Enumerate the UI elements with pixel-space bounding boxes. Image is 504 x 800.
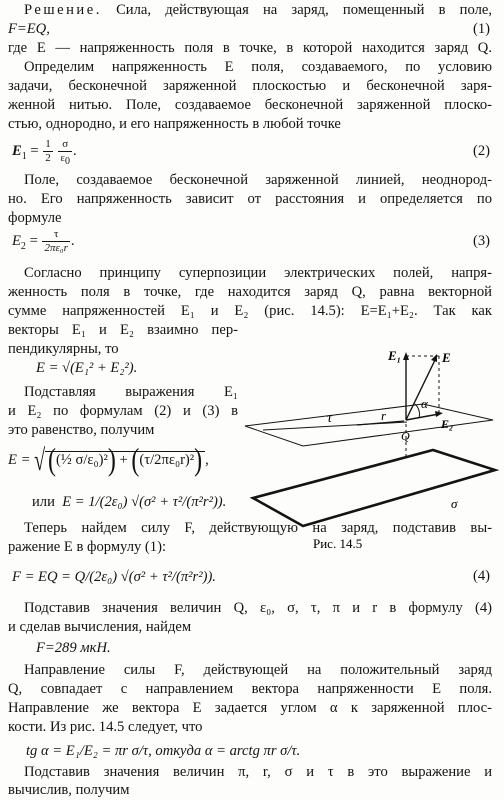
- p3-line2: но. Его напряженность зависит от расстояния и определяется по: [8, 191, 492, 207]
- p8-line3: Направление же вектора E задается углом α к заряженной плос-: [8, 700, 492, 716]
- p4-line2: женность поля в точке, где находится заряд Q, равна векторной: [8, 284, 492, 300]
- result-force: F=289 мкН.: [36, 640, 111, 656]
- p9-line1: Подставив значения величин π, r, σ и τ в это выражение и: [24, 764, 492, 780]
- equation-1: F=EQ,: [8, 21, 50, 37]
- equation-e-sum: E = √(E₁² + E₂²).: [36, 360, 138, 376]
- p5-line2: и E₂ по формулам (2) и (3) в: [8, 403, 238, 419]
- p8-line4: кости. Из рис. 14.5 следует, что: [8, 719, 203, 735]
- p8-line1: Направление силы F, действующей на положительный заряд: [24, 662, 492, 678]
- figure-caption: Рис. 14.5: [313, 536, 363, 551]
- p8-line2: Q, совпадает с направлением вектора напряженности E поля.: [8, 681, 492, 697]
- equation-3-number: (3): [472, 233, 490, 249]
- p4-line3: сумме напряженностей E₁ и E₂ (рис. 14.5): E=E₁+E₂. Так как: [8, 303, 492, 319]
- p3-line1: Поле, создаваемое бесконечной заряженной линией, неоднород-: [24, 172, 492, 188]
- p2-line1: Определим напряженность E поля, создаваемого, по условию: [24, 59, 492, 75]
- label-e: E: [442, 350, 451, 365]
- p2-line2: задачи, бесконечной заряженной плоскостью и бесконечной заря-: [8, 78, 492, 94]
- p7-line2: и сделав вычисления, найдем: [8, 619, 192, 635]
- p2-line4: стью, однородно, и его напряженность в любой точке: [8, 116, 341, 132]
- label-sigma: σ: [451, 496, 458, 511]
- p9-line2: вычислив, получим: [8, 782, 130, 798]
- charged-plane: [253, 450, 495, 526]
- p3-line3: формуле: [8, 210, 62, 226]
- p5-line1: Подставляя выражения E₁: [24, 384, 238, 400]
- label-r: r: [381, 408, 387, 423]
- p4-line5: пендикулярны, то: [8, 341, 119, 357]
- equation-e-simplified: или E = 1/(2ε₀) √(σ² + τ²/(π²r²)).: [32, 494, 227, 510]
- label-e2: E₂: [441, 417, 454, 431]
- label-q: Q: [401, 429, 410, 443]
- equation-4: F = EQ = Q/(2ε₀) √(σ² + τ²/(π²r²)).: [12, 569, 216, 585]
- p7-line1: Подставив значения величин Q, ε₀, σ, τ, π и r в формулу (4): [24, 600, 492, 616]
- equation-4-number: (4): [472, 568, 490, 584]
- p6-line2: ражение E в формулу (1):: [8, 539, 167, 555]
- equation-1-number: (1): [472, 21, 490, 37]
- p6-line1: Теперь найдем силу F, действующую на заряд, подставив вы-: [24, 520, 492, 536]
- string-line: [263, 422, 407, 430]
- equation-3: $E_2$ = $\frac{\tau}{\text{2πε₀r}}$ .: [12, 228, 75, 255]
- e2-vector: [406, 414, 439, 420]
- equation-2: $E_1$ = $\frac{1}{2}$ $\frac{\sigma}{\varepsilon_0}$ .: [12, 138, 77, 168]
- p5-line3: это равенство, получим: [8, 422, 155, 438]
- label-tau: τ: [327, 411, 333, 426]
- e-arrowhead: [431, 354, 437, 362]
- equation-tg-alpha: tg α = E₁/E₂ = πr σ/τ, откуда α = arctg πr σ/τ.: [26, 743, 301, 759]
- alpha-arc: [415, 404, 420, 418]
- label-alpha: α: [421, 396, 428, 411]
- p1-line3: где E — напряженность поля в точке, в которой находится заряд Q.: [8, 40, 492, 56]
- upper-plane: [245, 404, 493, 446]
- p2-line3: женной нитью. Поле, создаваемое бесконечной заряженной плоско-: [8, 97, 492, 113]
- equation-2-number: (2): [472, 143, 490, 159]
- label-e1: E₁: [388, 348, 402, 363]
- figure-14-5: [243, 348, 501, 556]
- p4-line4: векторы E₁ и E₂ взаимно пер-: [8, 322, 238, 338]
- p1-line1: Решение. Сила, действующая на заряд, помещенный в поле,: [24, 2, 492, 18]
- equation-e-full: E = √ ((½ σ/ε₀)²) + ((τ/2πε₀r)²) ,: [8, 443, 209, 478]
- p4-line1: Согласно принципу суперпозиции электрических полей, напря-: [24, 265, 492, 281]
